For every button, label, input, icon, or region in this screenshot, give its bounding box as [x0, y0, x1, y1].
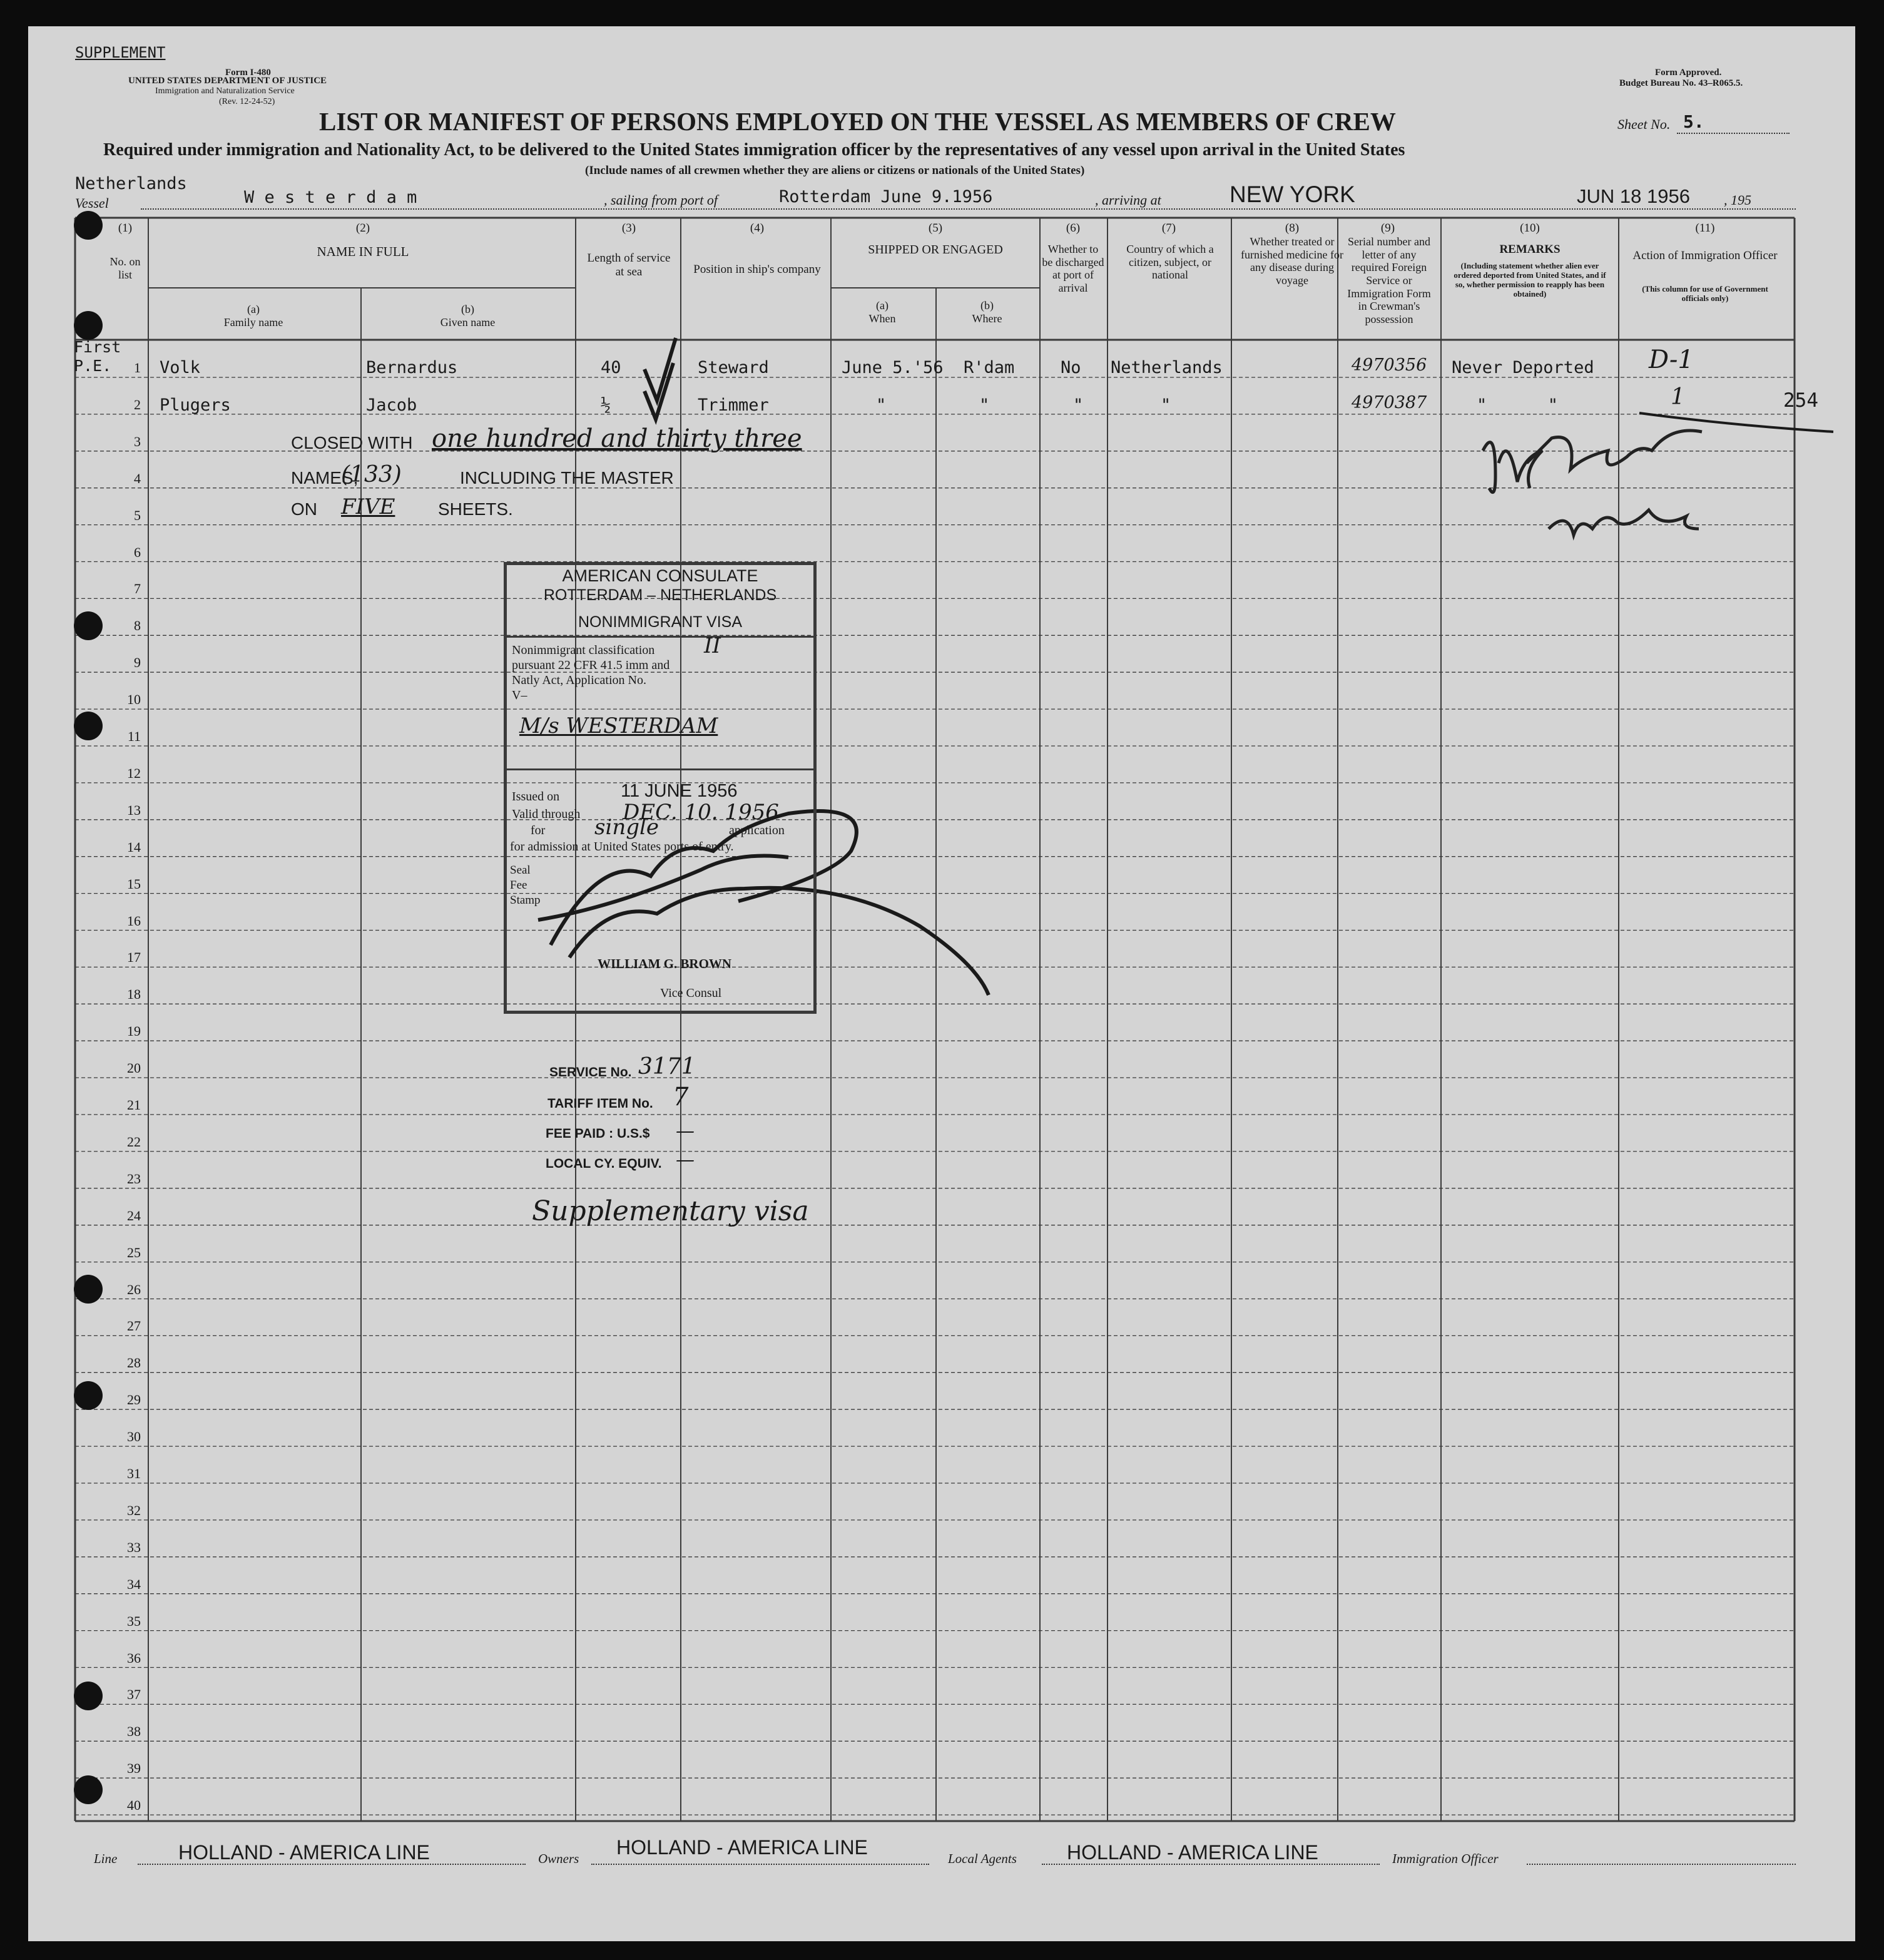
col2-number: (2): [355, 222, 370, 235]
visa-classification-label: Nonimmigrant classification: [512, 643, 655, 657]
row-number: 22: [127, 1133, 141, 1150]
row-number: 24: [127, 1207, 141, 1223]
col4-header: Position in ship's company: [693, 263, 821, 276]
row-number: 1: [134, 360, 141, 375]
row-number: 9: [134, 655, 141, 671]
row1-given: Bernardus: [366, 358, 458, 377]
row-number: 34: [127, 1576, 141, 1592]
row-number: 32: [127, 1502, 141, 1518]
row1-service: 40: [601, 358, 621, 377]
visa-classification: II: [704, 633, 721, 658]
col8-number: (8): [1285, 222, 1300, 235]
closing-text-3: INCLUDING THE MASTER: [460, 468, 674, 487]
punch-hole: [74, 211, 103, 240]
fee-paid-amount: —: [676, 1120, 695, 1142]
footer-agents: HOLLAND - AMERICA LINE: [1067, 1841, 1318, 1864]
closing-text-2: NAMES,: [291, 468, 359, 487]
row1-prefix: First P.E.: [74, 338, 121, 375]
row-number: 33: [127, 1539, 141, 1555]
col10-note: (Including statement whether alien ever ordered deported from United States, and if so, whether permission to reapply has been obtained): [1454, 261, 1606, 299]
form-subtitle: Required under immigration and Nationality Act, to be delivered to the United States immigration officer by the representatives of any vessel upon arrival in the United States: [103, 140, 1405, 160]
row2-family: Plugers: [160, 396, 231, 415]
punch-hole: [74, 611, 103, 640]
fee-local-amount: —: [676, 1149, 695, 1171]
revision: (Rev. 12-24-52): [219, 97, 275, 106]
row-number: 10: [127, 692, 141, 708]
row1-serial: 4970356: [1352, 355, 1427, 375]
fee-service-number: 3171: [638, 1054, 696, 1080]
row-number: 18: [127, 986, 141, 1003]
visa-signer-title: Vice Consul: [660, 986, 722, 1000]
visa-stamp-divider: [507, 768, 813, 770]
fee-paid-label: FEE PAID : U.S.$: [546, 1126, 650, 1141]
row2-extra: 254: [1783, 389, 1818, 412]
row-number: 40: [127, 1797, 141, 1814]
sheet-label: Sheet No.: [1617, 116, 1671, 132]
visa-seal: Seal: [510, 864, 531, 877]
fee-service-label: SERVICE No.: [549, 1065, 632, 1080]
footer-agents-underline: [1042, 1864, 1380, 1865]
visa-stamp-label: Stamp: [510, 894, 541, 907]
visa-applications: application: [729, 824, 785, 837]
visa-signer: WILLIAM G. BROWN: [598, 956, 732, 971]
visa-issued-date: 11 JUNE 1956: [621, 781, 738, 801]
row-number: 21: [127, 1097, 141, 1113]
row2-remarks: " ": [1477, 396, 1559, 415]
budget-bureau: Budget Bureau No. 43–R065.5.: [1619, 78, 1743, 88]
row1-when: June 5.'56: [842, 358, 944, 377]
vessel-label: Vessel: [75, 195, 109, 211]
row2-discharged: ": [1073, 396, 1084, 415]
voyage-underline: [141, 208, 1796, 210]
punch-hole: [74, 1682, 103, 1710]
row-number: 14: [127, 839, 141, 855]
closing-text-4: ON: [291, 499, 317, 519]
visa-city: ROTTERDAM – NETHERLANDS: [543, 586, 777, 604]
row-number: 36: [127, 1650, 141, 1666]
punch-hole: [74, 1275, 103, 1304]
row2-action: 1: [1671, 384, 1685, 410]
row-number: 4: [134, 470, 141, 486]
row-number: 31: [127, 1466, 141, 1481]
row-number: 19: [127, 1023, 141, 1039]
footer-line-underline: [138, 1864, 526, 1865]
visa-type: NONIMMIGRANT VISA: [578, 613, 743, 631]
row-number: 20: [127, 1060, 141, 1076]
vessel-name: W e s t e r d a m: [244, 188, 417, 207]
visa-valid-date: DEC. 10. 1956: [623, 800, 779, 825]
row-number: 12: [127, 765, 141, 781]
row-number: 2: [134, 396, 141, 412]
col9-number: (9): [1380, 222, 1395, 235]
sailing-label: , sailing from port of: [604, 192, 718, 208]
col3-number: (3): [621, 222, 636, 235]
row-number: 3: [134, 433, 141, 449]
arriving-label: , arriving at: [1095, 192, 1161, 208]
row2-country: ": [1161, 396, 1171, 415]
row-number: 29: [127, 1392, 141, 1408]
visa-stamp-divider: [507, 636, 813, 638]
form-title: LIST OR MANIFEST OF PERSONS EMPLOYED ON THE VESSEL AS MEMBERS OF CREW: [319, 107, 1396, 136]
row-number: 35: [127, 1613, 141, 1629]
col10-header: REMARKS: [1499, 243, 1561, 256]
visa-v: V–: [512, 688, 527, 702]
col2a-header: (a) Family name: [223, 303, 283, 329]
row2-when: ": [876, 396, 887, 415]
visa-pursuant: pursuant 22 CFR 41.5 imm and: [512, 658, 670, 672]
footer-owners-underline: [591, 1864, 929, 1865]
arrival-date: JUN 18 1956: [1577, 185, 1690, 207]
closing-sheets-count: FIVE: [341, 494, 395, 519]
visa-fee: Fee: [510, 879, 527, 892]
sheet-number: 5.: [1683, 111, 1704, 132]
row-number: 26: [127, 1281, 141, 1297]
row1-family: Volk: [160, 358, 201, 377]
row-number: 37: [127, 1687, 141, 1703]
sheet-underline: [1677, 133, 1790, 134]
col11-number: (11): [1695, 222, 1715, 235]
closing-count: (133): [341, 462, 402, 487]
row-number: 28: [127, 1355, 141, 1371]
footer-owners-label: Owners: [538, 1851, 579, 1866]
col10-number: (10): [1520, 222, 1540, 235]
punch-hole: [74, 1381, 103, 1410]
supplementary-visa-note: Supplementary visa: [532, 1195, 809, 1227]
visa-consulate: AMERICAN CONSULATE: [562, 566, 758, 585]
visa-application: Natly Act, Application No.: [512, 673, 646, 687]
visa-issued-label: Issued on: [512, 790, 560, 804]
form-number: Form I-480: [225, 68, 271, 78]
footer-line-label: Line: [94, 1851, 118, 1866]
visa-vessel: M/s WESTERDAM: [519, 713, 718, 738]
col3-header: Length of service at sea: [587, 252, 671, 278]
sailing-port: Rotterdam June 9.1956: [779, 187, 993, 207]
col4-number: (4): [750, 222, 765, 235]
row1-position: Steward: [698, 358, 769, 377]
row-number: 5: [134, 507, 141, 523]
row1-remarks: Never Deported: [1452, 358, 1594, 377]
col2-header: NAME IN FULL: [317, 244, 409, 259]
visa-entries: single: [594, 815, 659, 840]
row-number: 6: [134, 544, 141, 560]
fee-tariff-number: 7: [673, 1083, 689, 1111]
col5b-header: (b) Where: [972, 299, 1002, 325]
department: UNITED STATES DEPARTMENT OF JUSTICE: [128, 76, 327, 86]
col1-number: (1): [118, 222, 133, 235]
row-number: 30: [127, 1429, 141, 1445]
row1-discharged: No: [1061, 358, 1081, 377]
row-number: 15: [127, 875, 141, 892]
form-subtitle-note: (Include names of all crewmen whether they are aliens or citizens or nationals of the United States): [585, 164, 1085, 177]
row-number: 11: [127, 728, 141, 744]
row-number: 17: [127, 949, 141, 966]
visa-admission: for admission at United States ports of entry.: [510, 840, 734, 854]
col9-header: Serial number and letter of any required Foreign Service or Immigration Form in Crewman's possession: [1347, 235, 1431, 326]
row2-given: Jacob: [366, 396, 417, 415]
footer-officer-label: Immigration Officer: [1392, 1851, 1499, 1866]
row-number: 23: [127, 1170, 141, 1187]
row-number: 27: [127, 1318, 141, 1334]
col6-header: Whether to be discharged at port of arrival: [1042, 243, 1104, 295]
row-number: 25: [127, 1244, 141, 1260]
col11-header: Action of Immigration Officer: [1632, 249, 1778, 262]
footer-officer-underline: [1527, 1864, 1796, 1865]
row2-position: Trimmer: [698, 396, 769, 415]
row-number: 38: [127, 1723, 141, 1740]
col1-header: No. on list: [109, 255, 141, 281]
row1-action: D-1: [1649, 345, 1694, 374]
col5-header: SHIPPED OR ENGAGED: [868, 243, 1003, 257]
row2-serial: 4970387: [1352, 393, 1427, 412]
nationality: Netherlands: [75, 174, 187, 193]
row2-service: ½: [601, 396, 611, 415]
col7-header: Country of which a citizen, subject, or national: [1126, 243, 1214, 282]
closing-text-5: SHEETS.: [438, 499, 513, 519]
year-suffix: , 195: [1724, 192, 1751, 208]
fee-local-label: LOCAL CY. EQUIV.: [546, 1156, 662, 1171]
col11-note: (This column for use of Government officials only): [1642, 284, 1768, 303]
footer-owners: HOLLAND - AMERICA LINE: [616, 1836, 868, 1859]
visa-for-label: for: [531, 824, 546, 837]
col5a-header: (a) When: [868, 299, 896, 325]
row-number: 16: [127, 912, 141, 929]
arrival-port: NEW YORK: [1230, 181, 1355, 207]
supplement-label: SUPPLEMENT: [75, 44, 166, 61]
closing-text-1: CLOSED WITH: [291, 433, 413, 452]
closing-count-words: one hundred and thirty three: [432, 424, 802, 453]
footer-line: HOLLAND - AMERICA LINE: [178, 1841, 430, 1864]
punch-hole: [74, 311, 103, 340]
col7-number: (7): [1161, 222, 1176, 235]
row-number: 13: [127, 802, 141, 818]
row-number: 39: [127, 1760, 141, 1777]
punch-hole: [74, 1775, 103, 1804]
col6-number: (6): [1066, 222, 1081, 235]
col8-header: Whether treated or furnished medicine for any disease during voyage: [1241, 235, 1343, 287]
col2b-header: (b) Given name: [440, 303, 496, 329]
punch-hole: [74, 712, 103, 740]
footer-agents-label: Local Agents: [948, 1851, 1017, 1866]
visa-valid-label: Valid through: [512, 807, 581, 821]
row1-country: Netherlands: [1111, 358, 1223, 377]
col5-number: (5): [928, 222, 943, 235]
row1-where: R'dam: [964, 358, 1015, 377]
fee-tariff-label: TARIFF ITEM No.: [547, 1096, 653, 1111]
form-approved: Form Approved.: [1655, 68, 1722, 78]
service-name: Immigration and Naturalization Service: [155, 86, 295, 96]
row-number: 8: [134, 618, 141, 634]
row-number: 7: [134, 581, 141, 597]
row2-where: ": [979, 396, 990, 415]
